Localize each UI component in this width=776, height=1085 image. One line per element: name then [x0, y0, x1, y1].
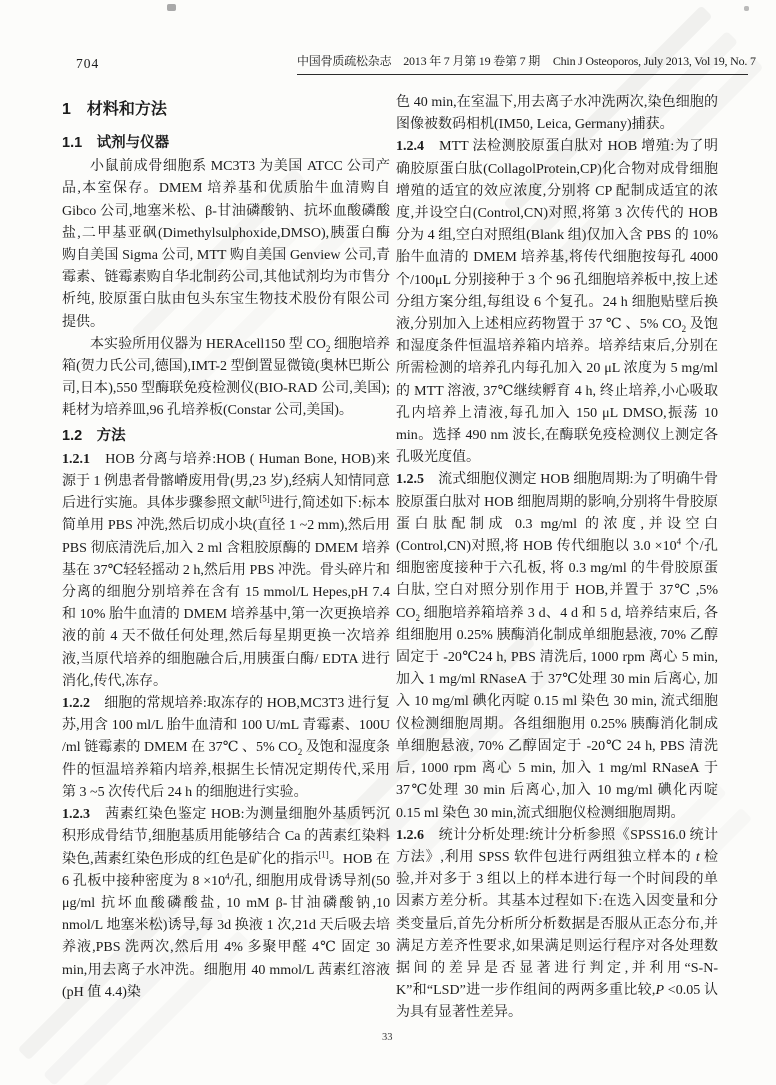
thesis-page-number: 33	[382, 1032, 393, 1043]
subscript: 2	[681, 323, 687, 334]
paragraph	[396, 469, 718, 824]
section-number: 1.2.5	[396, 472, 424, 488]
paragraph	[62, 156, 390, 334]
text-run: MTT 法检测胶原蛋白肽对 HOB 增殖:为了明确胶原蛋白肽(CollagolProtein,CP)化合物对成骨细胞增殖的适宜的效应浓度,分别将 CP 配制成适宜的浓度,并设空白(Control,CN)对照,将第 3 次传代的 HOB 分为 4 组,空白对照组(Blank 组)仅加入含 PBS 的 10% 胎牛血清的 DMEM 培养基,将传代细胞按每孔 4000 个/100μL 分别接种于 3 个 96 孔细胞培养板中,按上述分组方案分组,每组设 6 个复孔。24 h 细胞贴壁后换液,分别加入上述相应药物置于 37 ℃ 、5% CO	[396, 139, 718, 333]
section-number: 1.1 试剂与仪器	[62, 135, 170, 151]
journal-title-en: Chin J Osteoporos, July 2013, Vol 19, No. 7	[552, 54, 756, 68]
page-number: 704	[76, 56, 100, 71]
text-run: 茜素红染色鉴定 HOB:为测量细胞外基质钙沉积形成骨结节,细胞基质用能够结合 Ca 的茜素红染料染色,茜素红染色形成的红色是矿化的指示	[62, 807, 390, 867]
superscript-ref: [1]	[318, 848, 329, 859]
paragraph	[62, 693, 390, 804]
section-number: 1 材料和方法	[62, 101, 167, 118]
text-run: 本实验所用仪器为 HERAcell150 型 CO	[90, 336, 326, 352]
right-column	[396, 92, 718, 1025]
superscript-ref: [5]	[259, 493, 270, 504]
italic-symbol: P	[655, 983, 664, 999]
text-run: /孔, 细胞用成骨诱导剂(50 μg/ml 抗坏血酸磷酸盐, 10 mM β-甘油磷酸钠,10 nmol/L 地塞米松)诱导,每 3d 换液 1 次,21d 天后吸去培养液,PBS 洗两次,然后用 4% 多聚甲醛 4℃ 固定 30 min,用去离子水冲洗。细胞用 40 mmol/L 茜素红溶液(pH 值 4.4)染	[62, 873, 390, 1000]
text-run: <0.05 认为具有显著性差异。	[396, 983, 718, 1021]
section-heading	[62, 132, 390, 154]
journal-header	[297, 52, 756, 75]
text-run: 及饱和湿度条件恒温培养箱内培养。培养结束后,分别在所需检测的培养孔内每孔加入 20 μL 浓度为 5 mg/ml 的 MTT 溶液, 37℃继续孵育 4 h, 终止培养,小心吸取孔内培养上清液,每孔加入 150 μL DMSO,振荡 10 min。选择 490 nm 波长,在酶联免疫检测仪上测定各孔吸光度值。	[396, 317, 718, 466]
paragraph	[62, 804, 390, 1004]
text-run: HOB 分离与培养:HOB ( Human Bone, HOB)来源于 1 例患者骨髂嵴废用骨(男,23 岁),经病人知情同意后进行实施。具体步骤参照文献	[62, 451, 390, 512]
paragraph	[62, 449, 390, 693]
scan-artifact	[167, 4, 176, 11]
section-number: 1.2.6	[396, 827, 424, 843]
journal-title-cn: 中国骨质疏松杂志 2013 年 7 月第 19 卷第 7 期	[297, 54, 541, 68]
section-heading	[62, 98, 390, 122]
text-run: 个/孔细胞密度接种于六孔板, 将 0.3 mg/ml 的牛骨胶原蛋白肽, 空白对照分别作用于 HOB,并置于 37℃ ,5% CO	[396, 539, 718, 621]
paragraph	[62, 334, 390, 423]
subscript: 2	[415, 612, 420, 623]
section-number: 1.2.4	[396, 139, 424, 155]
section-number: 1.2.3	[62, 807, 90, 823]
subscript: 2	[325, 343, 331, 354]
text-run: 及饱和湿度条件的恒温培养箱内培养,根据生长情况定期传代,采用第 3 ~5 次传代后 24 h 的细胞进行实验。	[62, 740, 391, 800]
text-run: 。HOB 在 6 孔板中接种密度为 8 ×10	[62, 851, 390, 889]
running-header	[0, 50, 776, 80]
section-number: 1.2 方法	[62, 427, 126, 444]
text-run: 细胞培养箱(贺力氏公司,德国),IMT-2 型倒置显微镜(奥林巴斯公司,日本),550 型酶联免疫检测仪(BIO-RAD 公司,美国);耗材为培养皿,96 孔培养板(Constar 公司,美国)。	[62, 336, 391, 419]
italic-symbol: t	[695, 849, 700, 865]
text-run: 流式细胞仪测定 HOB 细胞周期:为了明确牛骨胶原蛋白肽对 HOB 细胞周期的影响,分别将牛骨胶原蛋白肽配制成 0.3 mg/ml 的浓度,并设空白(Control,CN)对照,将 HOB 传代细胞以 3.0 ×10	[396, 472, 718, 555]
left-column	[62, 92, 390, 1004]
section-number: 1.2.2	[62, 696, 90, 712]
scan-artifact	[744, 6, 749, 11]
text-run: 进行,简述如下:标本简单用 PBS 冲洗,然后切成小块(直径 1 ~2 mm),然后用 PBS 彻底清洗后,加入 2 ml 含粗胶原酶的 DMEM 培养基在 37℃轻轻摇动 2 h,然后用 PBS 冲洗。骨头碎片和分离的细胞分别培养在含有 15 mmol/L Hepes,pH 7.4 和 10% 胎牛血清的 DMEM 培养基中,第一次更换培养液的前 4 天不做任何处理,然后每星期更换一次培养液,当原代培养的细胞融合后,用胰蛋白酶/ EDTA 进行消化,传代,冻存。	[62, 496, 391, 689]
paragraph	[396, 825, 718, 1025]
paragraph	[396, 136, 718, 469]
section-heading	[62, 425, 390, 447]
text-run: 小鼠前成骨细胞系 MC3T3 为美国 ATCC 公司产品,本室保存。DMEM 培养基和优质胎牛血清购自 Gibco 公司,地塞米松、β-甘油磷酸钠、抗坏血酸磷酸盐,二甲基亚砜(Dimethylsulphoxide,DMSO),胰蛋白酶购自美国 Sigma 公司, MTT 购自美国 Genview 公司,青霉素、链霉素购自华北制药公司,其他试剂均为市售分析纯, 胶原蛋白肽由包头东宝生物技术股份有限公司提供。	[62, 159, 390, 330]
superscript-ref: 4	[225, 871, 230, 882]
paragraph	[396, 92, 718, 136]
superscript-ref: 4	[676, 536, 682, 547]
text-run: 细胞培养箱培养 3 d、4 d 和 5 d, 培养结束后, 各组细胞用 0.25% 胰酶消化制成单细胞悬液, 70% 乙醇固定于 -20℃24 h, PBS 清洗后, 1000 rpm 离心 5 min, 加入 1 mg/ml RNaseA 于 37℃处理 30 min 后离心, 加入 10 mg/ml 碘化丙啶 0.15 ml 染色 30 min, 流式细胞仪检测细胞周期。各组细胞用 0.25% 胰酶消化制成单细胞悬液, 70% 乙醇固定于 -20℃ 24 h, PBS 清洗后, 1000 rpm 离心 5 min, 加入 1 mg/ml RNaseA 于 37℃处理 30 min 后离心,加入 10 mg/ml 碘化丙啶 0.15 ml 染色 30 min,流式细胞仪检测细胞周期。	[396, 605, 718, 821]
text-run: 统计分析处理:统计分析参照《SPSS16.0 统计方法》,利用 SPSS 软件包进行两组独立样本的	[396, 827, 718, 865]
text-run: 检验,并对多于 3 组以上的样本进行每一个时间段的单因素方差分析。其基本过程如下:在选入因变量和分类变量后,首先分析所分析数据是否服从正态分布,并满足方差齐性要求,如果满足则运行程序对各处理数据间的差异是否显著进行判定,并利用“S-N-K”和“LSD”进一步作组间的两两多重比较,	[396, 849, 718, 999]
text-run: 色 40 min,在室温下,用去离子水冲洗两次,染色细胞的图像被数码相机(IM50, Leica, Germany)捕获。	[396, 95, 718, 133]
section-number: 1.2.1	[62, 451, 90, 467]
text-run: 细胞的常规培养:取冻存的 HOB,MC3T3 进行复苏,用含 100 ml/L 胎牛血清和 100 U/mL 青霉素、100U /ml 链霉素的 DMEM 在 37℃ 、5% CO	[62, 696, 390, 756]
subscript: 2	[297, 747, 303, 758]
